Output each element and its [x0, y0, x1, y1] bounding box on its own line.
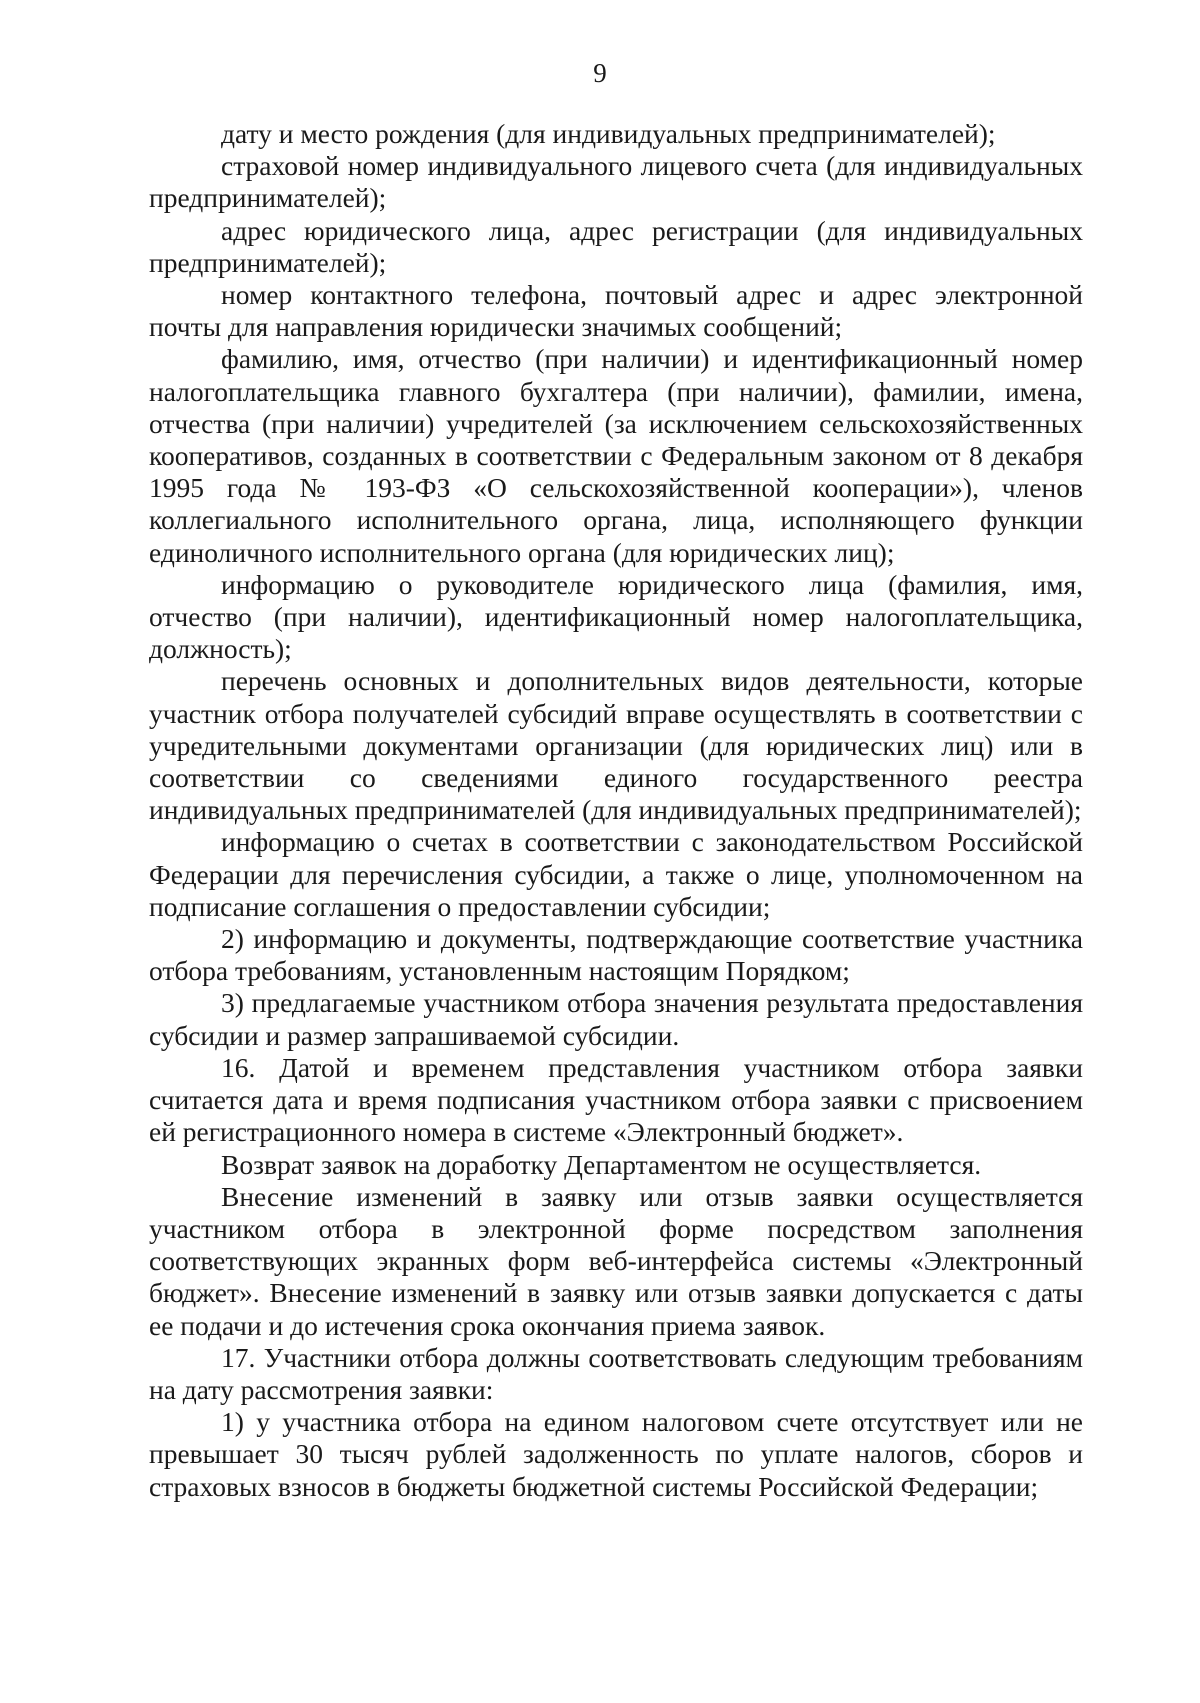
page-number: 9	[593, 58, 607, 88]
paragraph-legal-address: адрес юридического лица, адрес регистрации (для индивидуальных предпринимателей);	[149, 214, 1083, 278]
paragraph-founders: фамилию, имя, отчество (при наличии) и идентификационный номер налогоплательщика главного бухгалтера (при наличии), фамилии, имена, отчества (при наличии) учредителей (за исключением сельскохозяйственных кооперативов, созданных в соответствии с Федеральным законом от 8 декабря 1995 года № 193-ФЗ «О сельскохозяйственной кооперации»), членов коллегиального исполнительного органа, лица, исполняющего функции единоличного исполнительного органа (для юридических лиц);	[149, 343, 1083, 568]
paragraph-head-info: информацию о руководителе юридического лица (фамилия, имя, отчество (при наличии), идентификационный номер налогоплательщика, должность);	[149, 568, 1083, 665]
paragraph-birth-date: дату и место рождения (для индивидуальных предпринимателей);	[221, 118, 996, 149]
paragraph-changes: Внесение изменений в заявку или отзыв заявки осуществляется участником отбора в электронной форме посредством заполнения соответствующих экранных форм веб-интерфейса системы «Электронный бюджет». Внесение изменений в заявку или отзыв заявки допускается с даты ее подачи и до истечения срока окончания приема заявок.	[149, 1180, 1083, 1341]
paragraph-item-3: 3) предлагаемые участником отбора значения результата предоставления субсидии и размер запрашиваемой субсидии.	[149, 987, 1083, 1051]
paragraph-requirement-1: 1) у участника отбора на едином налоговом счете отсутствует или не превышает 30 тысяч рублей задолженность по уплате налогов, сборов и страховых взносов в бюджеты бюджетной системы Российской Федерации;	[149, 1406, 1083, 1502]
paragraph-section-17: 17. Участники отбора должны соответствовать следующим требованиям на дату рассмотрения заявки:	[149, 1341, 1083, 1405]
paragraph-contact-info: номер контактного телефона, почтовый адрес и адрес электронной почты для направления юридически значимых сообщений;	[149, 279, 1083, 343]
paragraph-section-16: 16. Датой и временем представления участником отбора заявки считается дата и время подписания участником отбора заявки с присвоением ей регистрационного номера в системе «Электронный бюджет».	[149, 1051, 1083, 1148]
paragraph-accounts: информацию о счетах в соответствии с законодательством Российской Федерации для перечисления субсидии, а также о лице, уполномоченном на подписание соглашения о предоставлении субсидии;	[149, 826, 1083, 922]
paragraph-no-return: Возврат заявок на доработку Департаментом не осуществляется.	[221, 1148, 982, 1180]
paragraph-activities: перечень основных и дополнительных видов деятельности, которые участник отбора получателей субсидий вправе осуществлять в соответствии с учредительными документами организации (для юридических лиц) или в соответствии со сведениями единого государственного реестра индивидуальных предпринимателей (для индивидуальных предпринимателей);	[149, 665, 1083, 826]
paragraph-item-2: 2) информацию и документы, подтверждающие соответствие участника отбора требованиям, установленным настоящим Порядком;	[149, 923, 1083, 987]
paragraph-insurance-number: страховой номер индивидуального лицевого счета (для индивидуальных предпринимателей);	[149, 150, 1083, 214]
document-body	[149, 118, 1083, 1503]
